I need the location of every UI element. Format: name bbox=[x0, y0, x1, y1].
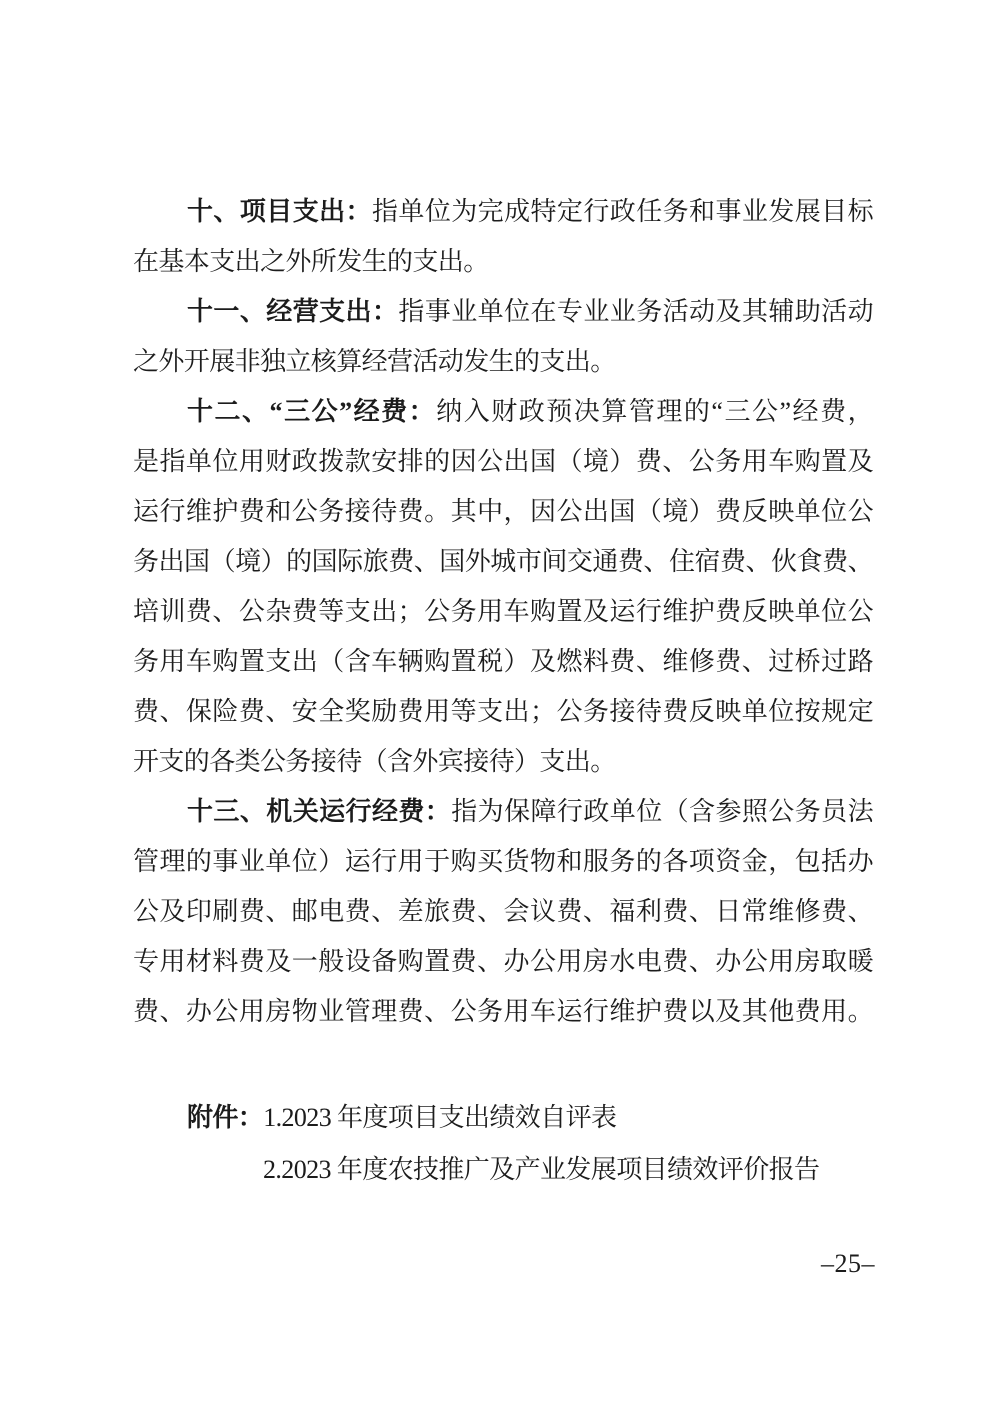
document-line bbox=[133, 287, 873, 337]
document-line bbox=[133, 987, 873, 1037]
text-segment: 管理的事业单位）运行用于购买货物和服务的各项资金，包括办 bbox=[133, 847, 873, 876]
text-segment: 专用材料费及一般设备购置费、办公用房水电费、办公用房取暖 bbox=[133, 947, 873, 976]
attachments-section bbox=[133, 1092, 873, 1196]
text-segment: 指为保障行政单位（含参照公务员法 bbox=[451, 797, 873, 826]
document-line bbox=[133, 837, 873, 887]
attachments-label: 附件： bbox=[187, 1103, 264, 1132]
text-segment: 开支的各类公务接待（含外宾接待）支出。 bbox=[133, 747, 616, 776]
text-segment: 费、办公用房物业管理费、公务用车运行维护费以及其他费用。 bbox=[133, 997, 873, 1026]
text-segment: 指事业单位在专业业务活动及其辅助活动 bbox=[398, 297, 873, 326]
text-segment: 务出国（境）的国际旅费、国外城市间交通费、住宿费、伙食费、 bbox=[133, 547, 873, 576]
document-line bbox=[133, 187, 873, 237]
text-segment: 在基本支出之外所发生的支出。 bbox=[133, 247, 489, 276]
paragraph bbox=[133, 187, 873, 287]
text-segment: 之外开展非独立核算经营活动发生的支出。 bbox=[133, 347, 616, 376]
attachment-item-2: 2.2023 年度农技推广及产业发展项目绩效评价报告 bbox=[263, 1155, 820, 1184]
attachment-line bbox=[133, 1144, 873, 1196]
bold-text-segment: 十二、“三公”经费： bbox=[187, 397, 437, 426]
document-line bbox=[133, 937, 873, 987]
text-segment: 务用车购置支出（含车辆购置税）及燃料费、维修费、过桥过路 bbox=[133, 647, 873, 676]
document-line bbox=[133, 637, 873, 687]
attachment-line bbox=[133, 1092, 873, 1144]
document-line bbox=[133, 737, 873, 787]
document-line bbox=[133, 587, 873, 637]
document-line bbox=[133, 437, 873, 487]
paragraph bbox=[133, 287, 873, 387]
document-line bbox=[133, 387, 873, 437]
bold-text-segment: 十一、经营支出： bbox=[187, 297, 399, 326]
text-segment: 培训费、公杂费等支出；公务用车购置及运行维护费反映单位公 bbox=[133, 597, 873, 626]
document-line bbox=[133, 487, 873, 537]
text-segment: 费、保险费、安全奖励费用等支出；公务接待费反映单位按规定 bbox=[133, 697, 873, 726]
document-paragraphs bbox=[133, 187, 873, 1037]
text-segment: 指单位为完成特定行政任务和事业发展目标 bbox=[371, 197, 873, 226]
document-line bbox=[133, 687, 873, 737]
text-segment: 运行维护费和公务接待费。其中，因公出国（境）费反映单位公 bbox=[133, 497, 873, 526]
paragraph bbox=[133, 387, 873, 787]
document-body bbox=[133, 187, 873, 1196]
paragraph bbox=[133, 787, 873, 1037]
document-line bbox=[133, 537, 873, 587]
document-line bbox=[133, 887, 873, 937]
document-line bbox=[133, 787, 873, 837]
document-line bbox=[133, 337, 873, 387]
text-segment: 是指单位用财政拨款安排的因公出国（境）费、公务用车购置及 bbox=[133, 447, 873, 476]
document-line bbox=[133, 237, 873, 287]
text-segment: 纳入财政预决算管理的“三公”经费， bbox=[436, 397, 873, 426]
attachment-item-1: 1.2023 年度项目支出绩效自评表 bbox=[263, 1103, 617, 1132]
bold-text-segment: 十三、机关运行经费： bbox=[187, 797, 452, 826]
page-number: –25– bbox=[821, 1249, 875, 1278]
bold-text-segment: 十、项目支出： bbox=[187, 197, 372, 226]
text-segment: 公及印刷费、邮电费、差旅费、会议费、福利费、日常维修费、 bbox=[133, 897, 873, 926]
